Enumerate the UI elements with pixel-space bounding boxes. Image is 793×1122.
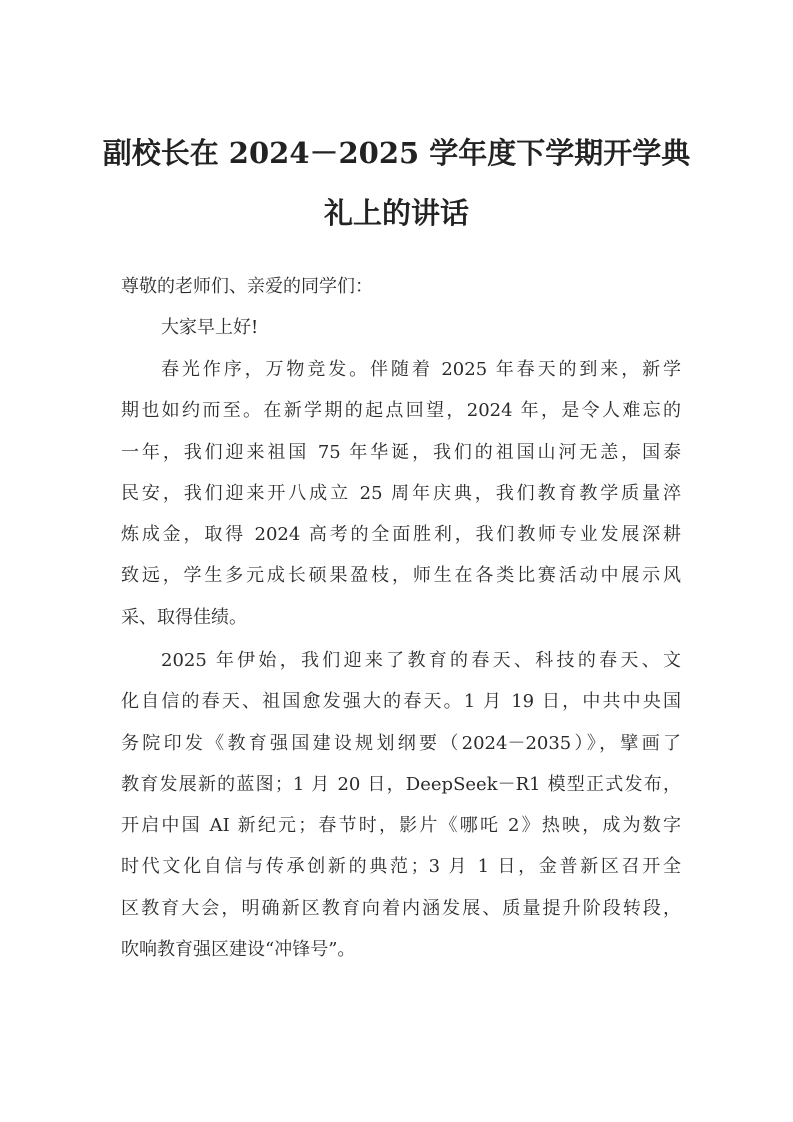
paragraph-1 (121, 349, 681, 638)
paragraph-2-line: 教育发展新的蓝图；1 月 20 日，DeepSeek－R1 模型正式发布， (121, 773, 681, 795)
paragraph-1-line: 春光作序，万物竞发。伴随着 2025 年春天的到来，新学 (161, 359, 681, 380)
paragraph-1-line: 致远，学生多元成长硕果盈枝，师生在各类比赛活动中展示风 (121, 565, 681, 587)
paragraph-2-line: 区教育大会，明确新区教育向着内涵发展、质量提升阶段转段， (121, 897, 681, 919)
paragraph-2-line: 时代文化自信与传承创新的典范；3 月 1 日，金普新区召开全 (121, 856, 681, 878)
paragraph-2 (121, 640, 681, 970)
paragraph-1-line: 期也如约而至。在新学期的起点回望，2024 年，是令人难忘的 (121, 400, 681, 422)
paragraph-2-line: 化自信的春天、祖国愈发强大的春天。1 月 19 日，中共中央国 (121, 691, 681, 713)
document-title-line-1: 副校长在 2024－2025 学年度下学期开学典 (102, 136, 691, 170)
paragraph-1-line: 炼成金，取得 2024 高考的全面胜利，我们教师专业发展深耕 (121, 524, 681, 546)
paragraph-1-line: 采、取得佳绩。 (121, 606, 247, 628)
document-title-line-2: 礼上的讲话 (323, 196, 469, 230)
paragraph-2-line: 吹响教育强区建设“冲锋号”。 (121, 939, 356, 961)
salutation: 尊敬的老师们、亲爱的同学们： (121, 276, 373, 297)
greeting: 大家早上好! (161, 317, 259, 338)
paragraph-2-line: 务院印发《教育强国建设规划纲要（2024－2035）》，擘画了 (121, 732, 681, 754)
paragraph-2-line: 2025 年伊始，我们迎来了教育的春天、科技的春天、文 (161, 650, 681, 671)
paragraph-1-line: 民安，我们迎来开八成立 25 周年庆典，我们教育教学质量淬 (121, 482, 681, 504)
paragraph-1-line: 一年，我们迎来祖国 75 年华诞，我们的祖国山河无恙，国泰 (121, 441, 681, 463)
paragraph-2-line: 开启中国 AI 新纪元；春节时，影片《哪吒 2》热映，成为数字 (121, 815, 681, 837)
